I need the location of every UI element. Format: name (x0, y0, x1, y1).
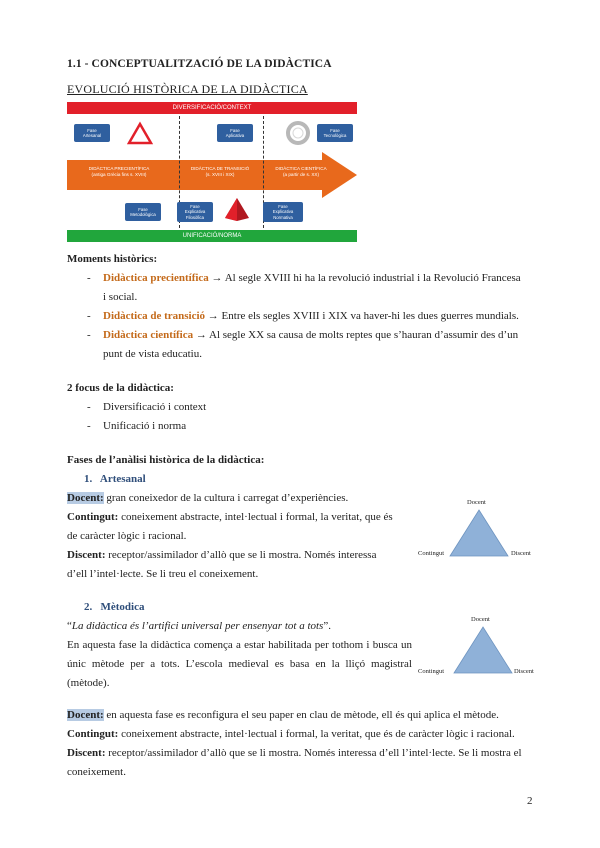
quote-mark-open: “ (67, 620, 72, 632)
didactic-triangle-2 (452, 625, 514, 675)
list-item-transicio (103, 307, 543, 326)
quote-text: La didàctica és l’artifici universal per ensenyar tot a tots (71, 620, 324, 632)
label-discent: Discent: (67, 549, 106, 561)
fases-title: Fases de l’anàlisi històrica de la didàctica: (67, 454, 265, 466)
label-discent: Discent: (67, 747, 106, 759)
arrow-stage-transicio: DIDÀCTICA DE TRANSICIÓ (s. XVIII i XIX) (190, 166, 250, 177)
triangle2-docent-label: Docent (471, 616, 490, 623)
label-contingut: Contingut: (67, 511, 119, 523)
text-contingut: coneixement abstracte, intel·lectual i formal, la veritat, que és de caràcter lògic i racional. (121, 728, 515, 740)
triangle-warning-icon (127, 121, 153, 145)
text-contingut-cont: de caràcter lògic i racional. (67, 530, 187, 542)
artesanal-discent (67, 546, 412, 584)
page-number: 2 (527, 795, 533, 807)
text-transicio: → Entre els segles XVIII i XIX va haver-hi les dues guerres mundials. (207, 310, 519, 322)
box-fase-aplicativa: Fase Aplicativa (217, 124, 253, 142)
arrow-stage-precientifica: DIDÀCTICA PRECIENTÍFICA (antiga Grècia fins s. XVIII) (88, 166, 150, 177)
metodica-discent (67, 744, 542, 782)
fase-metodica-heading (84, 598, 144, 617)
gear-circle-icon (285, 120, 311, 146)
focus-title: 2 focus de la didàctica: (67, 382, 174, 394)
text-docent: en aquesta fase es reconfigura el seu paper en clau de mètode, ell és qui aplica el mètode. (106, 709, 499, 721)
list-bullet: - (87, 329, 91, 341)
evolution-diagram (67, 102, 357, 244)
text-cientifica: → Al segle XX sa causa de molts reptes que s’hauran d’assumir des d’un (195, 329, 519, 341)
pyramid-icon (223, 196, 251, 222)
metodica-quote (67, 617, 331, 636)
list-item-cientifica (103, 326, 553, 364)
fase-name: Artesanal (99, 473, 146, 485)
didactic-triangle-1 (448, 508, 510, 558)
text-precientifica: → Al segle XVIII hi ha la revolució industrial i la Revolució Francesa (211, 272, 521, 284)
box-fase-explicativa-normativa: Fase Explicativa Normativa (263, 202, 303, 222)
box-fase-metodologica: Fase Metodològica (125, 203, 161, 221)
paragraph-line: un únic mètode per a tots. L’escola medieval es basa en la lliçó magistral (67, 639, 412, 670)
quote-mark-close: ”. (323, 620, 331, 632)
paragraph-line: En aquesta fase la didàctica comença a estar habilitada per tothom i busca (67, 639, 398, 651)
artesanal-contingut (67, 508, 412, 546)
moments-title: Moments històrics: (67, 253, 158, 265)
artesanal-docent (67, 489, 412, 508)
text-docent: gran coneixedor de la cultura i carregat d’experiències. (106, 492, 349, 504)
label-docent: Docent: (67, 492, 104, 504)
term-precientifica: Didàctica precientífica (103, 272, 209, 284)
triangle1-docent-label: Docent (467, 499, 486, 506)
list-bullet: - (87, 272, 91, 284)
metodica-contingut (67, 725, 537, 744)
text-discent-cont: d’ell l’intel·lecte. Se li treu el coneixement. (67, 568, 259, 580)
focus-item-unificacio: Unificació i norma (103, 420, 187, 432)
text-contingut: coneixement abstracte, intel·lectual i formal, la veritat, que és (121, 511, 393, 523)
term-cientifica: Didàctica científica (103, 329, 194, 341)
fase-number: 2. (84, 601, 93, 613)
text-discent-cont: coneixement. (67, 766, 126, 778)
triangle2-contingut-label: Contingut (418, 668, 445, 675)
box-fase-artesanal: Fase Artesanal (74, 124, 110, 142)
box-fase-explicativa-filosofica: Fase Explicativa Filosòfica (177, 202, 213, 222)
text-precientifica-cont: i social. (103, 291, 138, 303)
triangle2-discent-label: Discent (514, 668, 534, 675)
text-discent: receptor/assimilador d’allò que se li mostra. Només interessa d’ell l’intel·lecte. Se li mostra el (108, 747, 522, 759)
box-fase-tecnologica: Fase Tecnològica (317, 124, 353, 142)
text-cientifica-cont: punt de vista educatiu. (103, 348, 202, 360)
section-subheading: EVOLUCIÓ HISTÒRICA DE LA DIDÀCTICA (67, 82, 308, 96)
list-item-precientifica (103, 269, 543, 307)
section-heading: 1.1 - CONCEPTUALITZACIÓ DE LA DIDÀCTICA (67, 58, 332, 70)
list-bullet: - (87, 401, 91, 413)
list-bullet: - (87, 420, 91, 432)
text-discent: receptor/assimilador d’allò que se li mostra. Només interessa (108, 549, 377, 561)
metodica-paragraph (67, 636, 412, 693)
fase-artesanal-heading (84, 470, 146, 489)
paragraph-line: (mètode). (67, 677, 110, 689)
metodica-docent (67, 706, 537, 725)
fase-number: 1. (84, 473, 93, 485)
fase-name: Mètodica (100, 601, 145, 613)
triangle1-discent-label: Discent (511, 550, 531, 557)
arrow-stage-cientifica: DIDÀCTICA CIENTÍFICA (a partir de s. XX) (275, 166, 327, 177)
triangle1-contingut-label: Contingut (418, 550, 445, 557)
list-bullet: - (87, 310, 91, 322)
focus-item-diversificacio: Diversificació i context (103, 401, 207, 413)
diversification-bar: DIVERSIFICACIÓ/CONTEXT (67, 102, 357, 114)
term-transicio: Didàctica de transició (103, 310, 206, 322)
label-docent: Docent: (67, 709, 104, 721)
label-contingut: Contingut: (67, 728, 119, 740)
unification-bar: UNIFICACIÓ/NORMA (67, 230, 357, 242)
